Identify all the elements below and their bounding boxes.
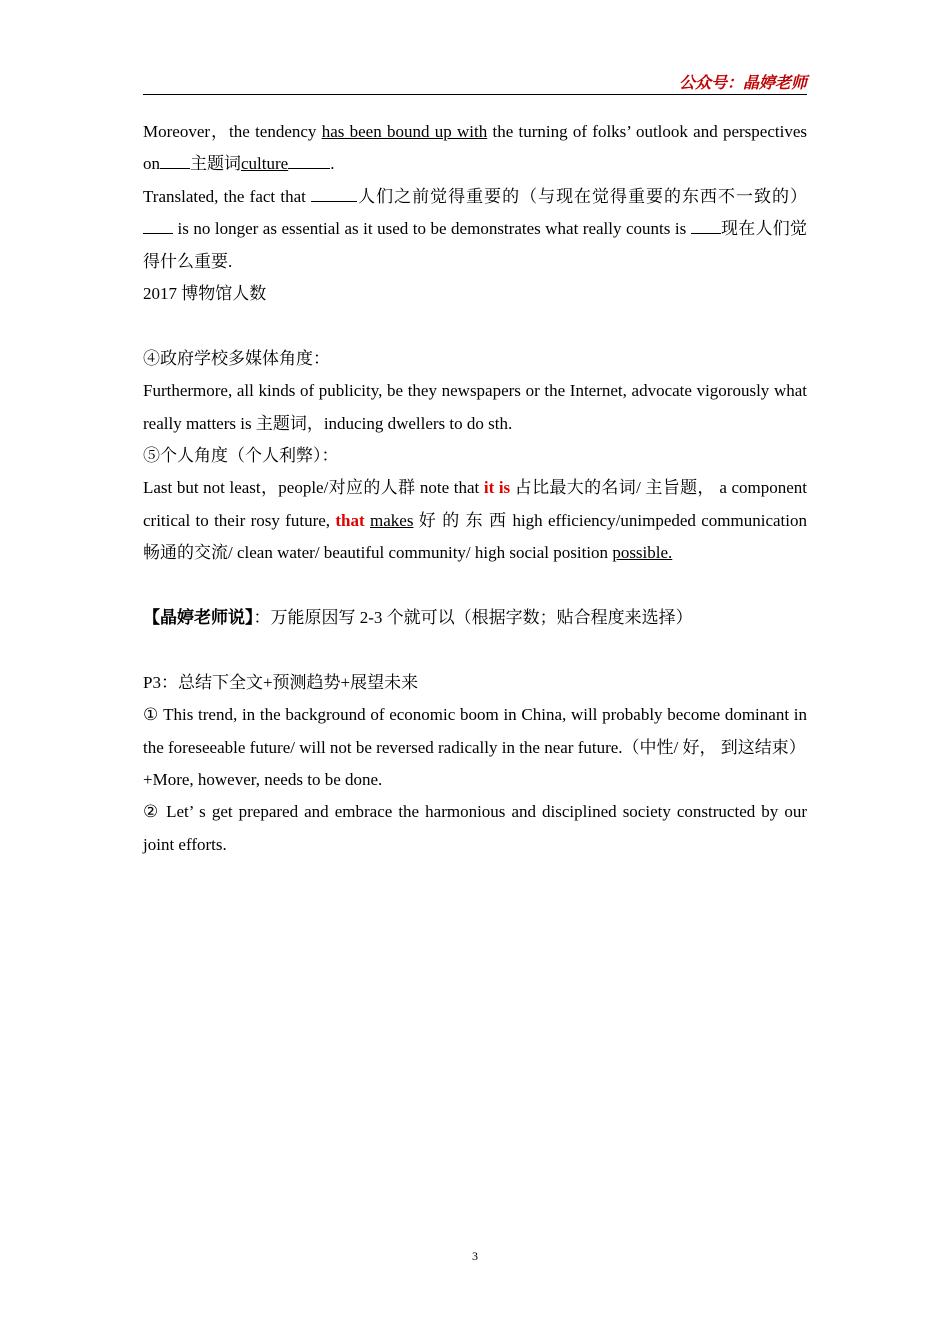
text-run: the turning of folks’ outlook and perspectives on <box>143 122 807 174</box>
heading-government: ④政府学校多媒体角度： <box>143 348 330 368</box>
page-number: 3 <box>472 1249 478 1263</box>
spacer <box>143 570 807 602</box>
blank-line <box>143 216 173 234</box>
highlight-that: that <box>335 510 365 530</box>
text-run: 好 的 东 西 high efficiency/unimpeded communication 畅通的交流/ clean water/ beautiful community/ high social position <box>143 510 808 563</box>
paragraph-2017: 2017 博物馆人数 <box>143 284 267 304</box>
text-run: 占比最大的名词/ 主旨题， a component critical to their rosy future, <box>143 478 807 530</box>
paragraph-last-but-not-least <box>143 472 807 569</box>
blank-line <box>691 216 721 234</box>
text-run: Last but not least，people/对应的人群 note that <box>143 478 484 498</box>
text-run: Moreover，the tendency <box>143 122 322 141</box>
text-run: ：万能原因写 2-3 个就可以（根据字数；贴合程度来选择） <box>253 608 693 628</box>
paragraph-lets-get-prepared: ② Let’ s get prepared and embrace the harmonious and disciplined society constructed by our joint efforts. <box>143 802 807 854</box>
spacer <box>143 634 807 666</box>
teacher-note-label: 【晶婷老师说】 <box>143 608 254 628</box>
text-run: Translated, the fact that <box>143 186 312 206</box>
paragraph-moreover <box>143 116 807 181</box>
paragraph-translated <box>143 181 807 278</box>
heading-p3: P3：总结下全文+预测趋势+展望未来 <box>143 672 419 692</box>
text-run: . <box>330 154 335 174</box>
document-body <box>143 116 807 861</box>
spacer <box>143 310 807 342</box>
underlined-phrase: has been bound up with <box>321 122 488 141</box>
blank-line <box>311 184 357 202</box>
text-run: 主题词 <box>190 154 241 174</box>
underlined-word: culture <box>241 154 289 174</box>
blank-line <box>160 151 190 169</box>
highlight-it-is: it is <box>483 478 511 498</box>
underlined-possible: possible. <box>612 543 673 563</box>
blank-line <box>288 151 330 169</box>
header-title: 公众号：晶婷老师 <box>678 75 807 92</box>
page-header <box>143 70 807 95</box>
teacher-note <box>143 602 807 634</box>
underlined-makes: makes <box>370 510 414 530</box>
text-run: 现在人们觉得什么重要. <box>143 219 808 271</box>
text-run: 人们之前觉得重要的（与现在觉得重要的东西不一致的） <box>357 186 808 206</box>
heading-personal: ⑤个人角度（个人利弊）： <box>143 446 339 466</box>
paragraph-furthermore: Furthermore, all kinds of publicity, be they newspapers or the Internet, advocate vigorously what really matters is 主题词，inducing dwellers to do sth. <box>143 381 807 433</box>
paragraph-trend: ① This trend, in the background of economic boom in China, will probably become dominant in the foreseeable future/ will not be reversed radically in the near future.（中性/ 好， 到这结束） <box>143 705 807 757</box>
text-run: is no longer as essential as it used to be demonstrates what really counts is <box>173 219 691 239</box>
paragraph-more: +More, however, needs to be done. <box>143 770 383 790</box>
